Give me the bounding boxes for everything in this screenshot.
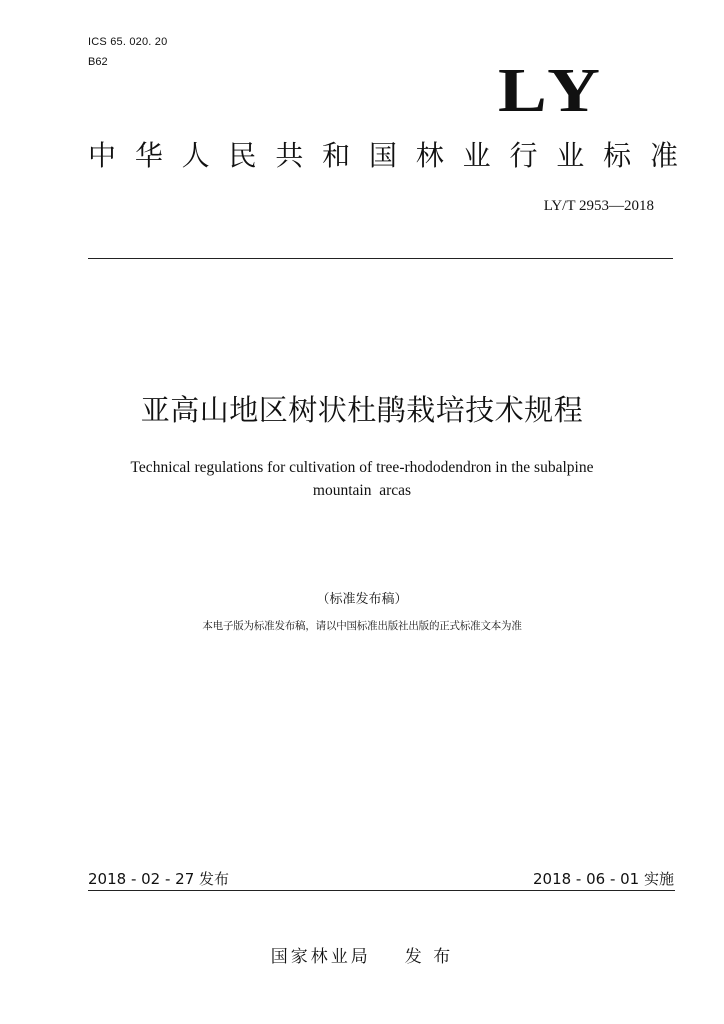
standard-type-char: 中 (88, 139, 117, 172)
standard-type-char: 业 (556, 139, 585, 172)
english-title-line: Technical regulations for cultivation of tree-rhododendron in the subalpine (130, 459, 594, 476)
standard-type-char: 民 (228, 139, 257, 172)
bottom-divider (88, 890, 675, 891)
top-divider (88, 258, 673, 259)
standard-type-char: 人 (181, 139, 210, 172)
standard-type-char: 国 (368, 139, 397, 172)
draft-label: （标准发布稿） (316, 592, 408, 607)
standard-code: LY/T 2953—2018 (543, 198, 654, 214)
standard-type-char: 行 (509, 139, 538, 172)
standard-type-char: 林 (415, 139, 444, 172)
issue-date: 2018 - 02 - 27 发布 (88, 870, 230, 888)
standard-type-char: 华 (134, 139, 163, 172)
ics-code: ICS 65. 020. 20 (88, 36, 168, 48)
standard-type-title (88, 140, 678, 172)
publisher-name: 国家林业局 (270, 947, 371, 967)
standard-type-char: 准 (649, 139, 678, 172)
standard-type-char: 和 (322, 139, 351, 172)
english-title (60, 456, 664, 502)
english-title-line: mountain arcas (312, 482, 412, 499)
chinese-title: 亚高山地区树状杜鹃栽培技术规程 (140, 393, 584, 427)
implementation-date: 2018 - 06 - 01 实施 (532, 870, 674, 888)
draft-note: 本电子版为标准发布稿，请以中国标准出版社出版的正式标准文本为准 (202, 620, 522, 632)
ly-logo: LY (498, 57, 608, 125)
publisher-action: 发 布 (404, 947, 454, 967)
standard-type-char: 业 (462, 139, 491, 172)
ccs-code: B62 (88, 56, 108, 68)
standard-type-char: 共 (275, 139, 304, 172)
publisher-line (0, 942, 724, 967)
standard-type-char: 标 (603, 139, 632, 172)
